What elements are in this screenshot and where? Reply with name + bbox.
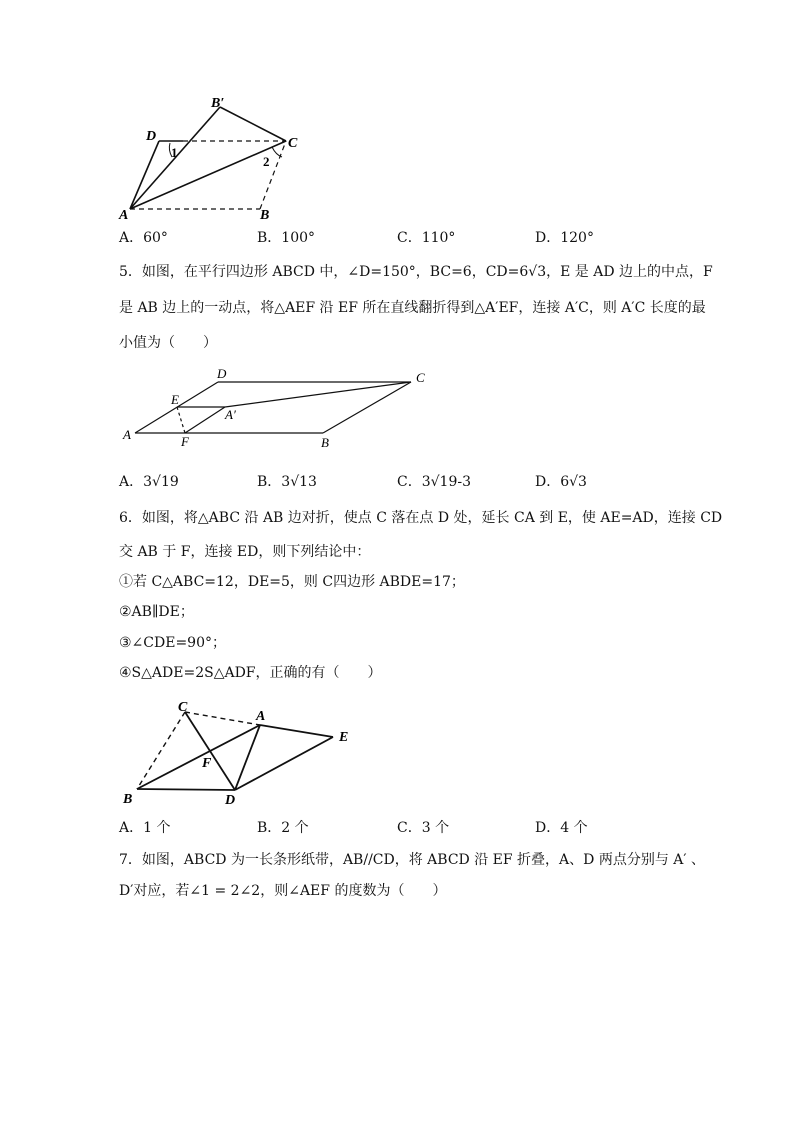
segment-CA-dashed [185,712,260,725]
figure-q4 [110,95,310,225]
segment-DA [235,725,260,790]
label-A: A [256,709,266,724]
label-F: F [181,434,189,449]
label-F: F [202,756,212,771]
segment-A-prime-F [185,407,225,433]
q6-option-d[interactable]: D．4 个 [535,820,588,836]
segment-BC [323,382,411,433]
label-angle-1: 1 [171,145,178,160]
label-C: C [178,700,188,715]
label-A: A [119,208,129,223]
segment-A-prime-C [225,382,411,407]
q6-text-line2: 交 AB 于 F，连接 ED，则下列结论中： [119,544,371,560]
q6-option-a[interactable]: A．1 个 [119,820,171,836]
q4-option-d[interactable]: D．120° [535,230,594,246]
segment-AE [260,725,333,737]
figure-q4-svg [110,95,310,225]
q5-text-line3: 小值为（ ） [119,335,217,351]
q7-text-line2: D′对应，若∠1 = 2∠2，则∠AEF 的度数为（ ） [119,883,447,899]
label-C: C [288,136,298,151]
label-D: D [217,366,227,381]
label-B: B [260,208,270,223]
segment-EF-dashed [177,407,185,433]
label-B: B [321,435,329,450]
q6-option-c[interactable]: C．3 个 [397,820,450,836]
q6-statement-2: ②AB∥DE； [119,604,194,620]
q6-option-b[interactable]: B．2 个 [257,820,309,836]
figure-q6 [115,695,360,810]
q5-option-c[interactable]: C．3√19-3 [397,474,471,490]
q7-text-line1: 7．如图，ABCD 为一长条形纸带，AB//CD，将 ABCD 沿 EF 折叠，A、D 两点分别与 A′ 、 [119,852,706,868]
q6-statement-4: ④S△ADE=2S△ADF，正确的有（ ） [119,665,382,681]
label-D: D [225,793,236,808]
q5-text-line1: 5．如图，在平行四边形 ABCD 中，∠D=150°，BC=6，CD=6√3，E 是 AD 边上的中点，F [119,264,713,280]
figure-q5 [115,365,435,455]
q5-option-a[interactable]: A．3√19 [119,474,179,490]
label-B: B [123,792,133,807]
segment-BD [137,789,235,790]
segment-DE [235,737,333,790]
q4-option-b[interactable]: B．100° [257,230,316,246]
q4-option-a[interactable]: A．60° [119,230,168,246]
label-E: E [339,730,349,745]
label-A: A [123,427,131,442]
figure-q6-svg [115,695,360,810]
q5-option-d[interactable]: D．6√3 [535,474,587,490]
segment-CD [185,712,235,790]
label-B-prime: B′ [211,96,225,111]
label-angle-2: 2 [263,154,270,169]
segment-AC [130,141,286,209]
label-E: E [171,392,179,407]
segment-B-prime-C [220,107,286,141]
q5-text-line2: 是 AB 边上的一动点，将△AEF 沿 EF 所在直线翻折得到△A′EF，连接 A′C，则 A′C 长度的最 [119,300,706,316]
q6-statement-3: ③∠CDE=90°； [119,635,226,651]
q5-option-b[interactable]: B．3√13 [257,474,317,490]
label-A-prime: A′ [225,407,236,422]
label-D: D [146,129,157,144]
label-C: C [416,370,425,385]
figure-q5-svg [115,365,435,455]
q4-option-c[interactable]: C．110° [397,230,456,246]
q6-text-line1: 6．如图，将△ABC 沿 AB 边对折，使点 C 落在点 D 处，延长 CA 到 E，使 AE=AD，连接 CD [119,510,723,526]
q6-statement-1: ①若 C△ABC=12，DE=5，则 C四边形 ABDE=17； [119,574,465,590]
